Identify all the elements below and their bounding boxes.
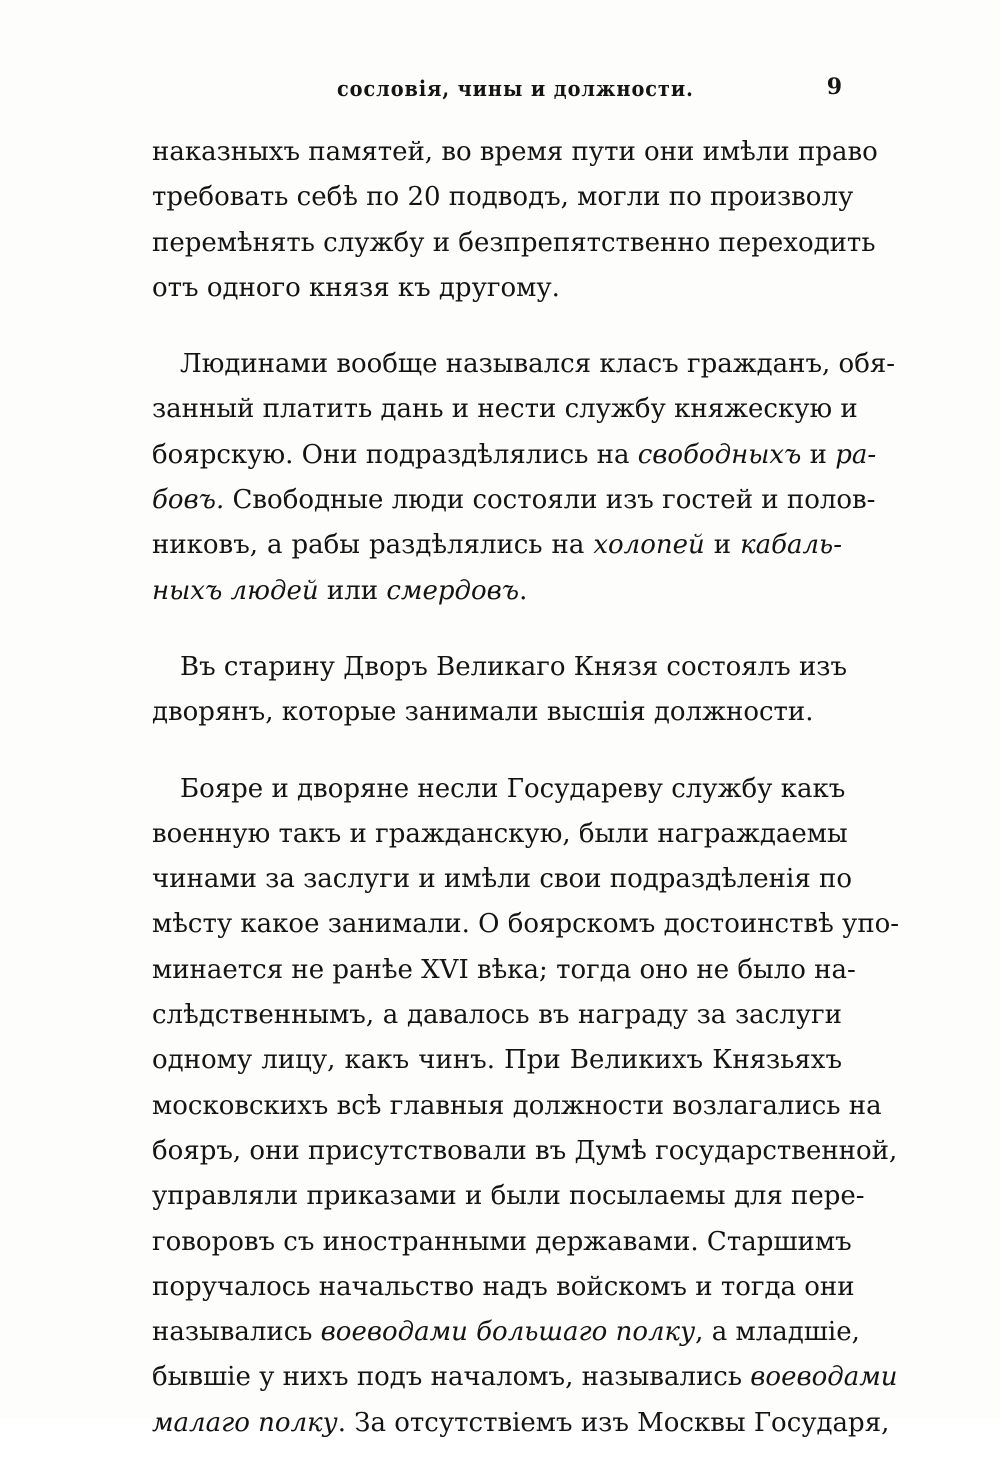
text-line <box>152 1038 842 1083</box>
text-line <box>152 767 846 812</box>
text-run: назывались <box>152 1317 321 1348</box>
text-run: Людинами вообще назывался класъ гражданъ, обя- <box>180 349 896 380</box>
text-run: дворянъ, которые занимали высшія должности. <box>152 697 814 728</box>
text-run: и <box>704 530 741 561</box>
text-run: слѣдственнымъ, а давалось въ награду за заслуги <box>152 1000 842 1031</box>
text-line <box>152 645 848 690</box>
text-run: военную такъ и гражданскую, были награждаемы <box>152 818 848 849</box>
italic-text: смердовъ <box>386 575 520 606</box>
text-line <box>152 478 876 523</box>
text-run: минается не ранѣе XVI вѣка; тогда оно не было на- <box>152 954 856 985</box>
page-number: 9 <box>826 74 842 100</box>
paragraph <box>152 130 878 311</box>
text-run: бояръ, они присутствовали въ Думѣ государственной, <box>152 1135 898 1166</box>
text-line <box>152 1174 865 1219</box>
text-line <box>152 1220 852 1265</box>
text-run: московскихъ всѣ главныя должности возлагались на <box>152 1090 882 1121</box>
paragraph <box>152 767 900 1446</box>
text-run: говоровъ съ иностранными державами. Старшимъ <box>152 1226 852 1257</box>
text-line <box>152 902 900 947</box>
italic-text: малаго полку <box>152 1407 338 1438</box>
paragraph <box>152 342 896 614</box>
text-run: Свободные люди состояли изъ гостей и полов- <box>224 485 876 516</box>
text-line <box>152 433 877 478</box>
text-run: Бояре и дворяне несли Государеву службу какъ <box>180 773 846 804</box>
text-run: или <box>318 575 387 606</box>
text-run: и <box>801 439 836 470</box>
paragraph <box>152 645 848 736</box>
italic-text: холопей <box>593 530 705 561</box>
italic-text: ра- <box>835 439 877 470</box>
text-line <box>152 342 896 387</box>
text-run: боярскую. Они подраздѣлялись на <box>152 439 638 470</box>
text-run: бывшіе у нихъ подъ началомъ, назывались <box>152 1362 751 1393</box>
text-run: чинами за заслуги и имѣли свои подраздѣленія по <box>152 864 852 895</box>
text-run: мѣсту какое занимали. О боярскомъ достоинствѣ упо- <box>152 909 900 940</box>
body-text <box>152 130 900 1477</box>
text-line <box>152 523 842 568</box>
text-run: отъ одного князя къ другому. <box>152 272 560 303</box>
text-run: . За отсутствіемъ изъ Москвы Государя, <box>337 1407 890 1438</box>
text-line <box>152 1310 860 1355</box>
text-run: поручалось начальство надъ войскомъ и тогда они <box>152 1271 855 1302</box>
text-line <box>152 812 848 857</box>
text-run: . <box>519 575 528 606</box>
text-line <box>152 690 842 735</box>
text-line <box>152 1265 855 1310</box>
text-line <box>152 1355 898 1400</box>
text-line <box>152 1084 882 1129</box>
text-line <box>152 993 842 1038</box>
running-head <box>152 72 842 106</box>
text-line <box>152 175 854 220</box>
text-run: занный платить дань и нести службу княжескую и <box>152 394 858 425</box>
text-line <box>152 221 876 266</box>
text-run: перемѣнять службу и безпрепятственно переходить <box>152 227 876 258</box>
text-line <box>152 1129 898 1174</box>
text-run: управляли приказами и были посылаемы для пере- <box>152 1181 865 1212</box>
text-run: наказныхъ памятей, во время пути они имѣли право <box>152 137 878 167</box>
text-run: требовать себѣ по 20 подводъ, могли по произволу <box>152 182 854 213</box>
italic-text: кабаль- <box>740 530 842 561</box>
text-line <box>152 948 856 993</box>
text-line <box>152 857 852 902</box>
text-run: никовъ, а рабы раздѣлялись на <box>152 530 594 561</box>
text-line <box>152 387 858 432</box>
italic-text: воеводами <box>750 1362 898 1393</box>
running-title: сословія, чины и должности. <box>337 76 694 101</box>
text-run: одному лицу, какъ чинъ. При Великихъ Князьяхъ <box>152 1045 842 1076</box>
text-run: Въ старину Дворъ Великаго Князя состоялъ изъ <box>180 651 848 682</box>
text-line <box>152 569 842 614</box>
text-line <box>152 1401 890 1446</box>
text-run: , а младшіе, <box>695 1317 860 1348</box>
text-line <box>152 266 842 311</box>
italic-text: свободныхъ <box>637 439 802 470</box>
italic-text: воеводами большаго полку <box>320 1317 696 1348</box>
text-line <box>152 130 878 175</box>
italic-text: ныхъ людей <box>152 575 319 606</box>
italic-text: бовъ. <box>152 485 225 516</box>
